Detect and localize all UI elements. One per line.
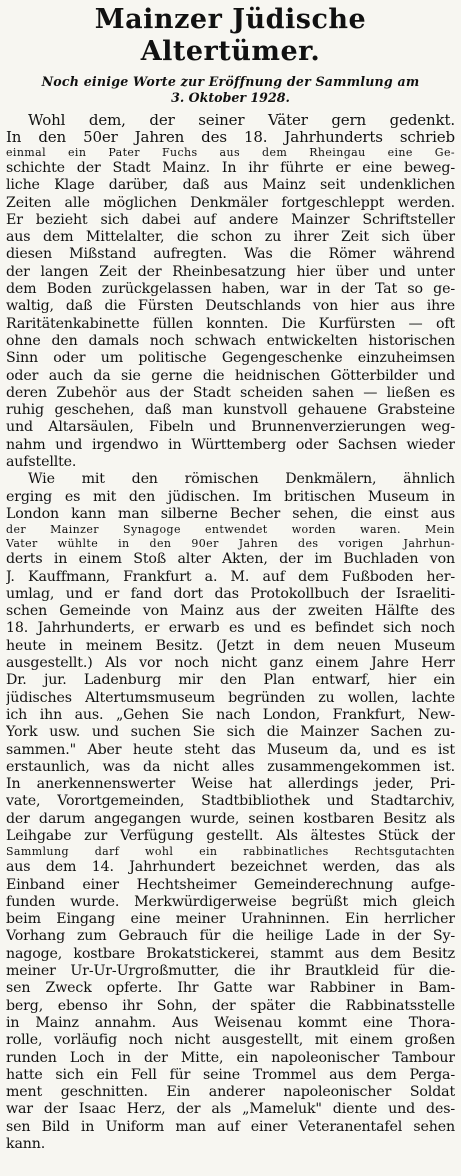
article-line: berg, ebenso ihr Sohn, der später die Rabbinatsstelle bbox=[6, 997, 455, 1014]
article-line: Leihgabe zur Verfügung gestellt. Als ältestes Stück der bbox=[6, 827, 455, 844]
article-line: funden wurde. Merkwürdigerweise begrüßt mich gleich bbox=[6, 893, 455, 910]
newspaper-clipping bbox=[0, 4, 461, 1176]
article-line: Wie mit den römischen Denkmälern, ähnlich bbox=[28, 471, 455, 488]
article-line: Sinn oder um politische Gegengeschenke einzuheimsen bbox=[6, 350, 455, 367]
article-line: einmal ein Pater Fuchs aus dem Rheingau eine Ge- bbox=[6, 146, 455, 159]
article-line: der Mainzer Synagoge entwendet worden waren. Mein bbox=[6, 523, 455, 537]
article-line: runden Loch in der Mitte, ein napoleonischer Tambour bbox=[6, 1049, 455, 1066]
article-title: Mainzer Jüdische Altertümer. bbox=[94, 4, 367, 67]
article-line: nahm und irgendwo in Württemberg oder Sachsen wieder bbox=[6, 436, 455, 453]
article-line: In anerkennenswerter Weise hat allerdings jeder, Pri- bbox=[6, 776, 455, 793]
article-line: aufstellte. bbox=[6, 454, 77, 471]
article-line: liche Klage darüber, daß aus Mainz seit undenklichen bbox=[6, 177, 455, 194]
article-line: Raritätenkabinette füllen konnten. Die Kurfürsten — oft bbox=[6, 315, 455, 332]
article-line: ausgestellt.) Als vor noch nicht ganz einem Jahre Herr bbox=[6, 655, 455, 672]
article-line: und Altarsäulen, Fibeln und Brunnenverzierungen weg- bbox=[6, 419, 455, 436]
article-line: ment geschnitten. Ein anderer napoleonischer Soldat bbox=[6, 1084, 455, 1101]
article-line: Er bezieht sich dabei auf andere Mainzer Schriftsteller bbox=[6, 211, 455, 228]
article-line: rolle, vorläufig noch nicht ausgestellt, mit einem großen bbox=[6, 1032, 455, 1049]
article-line: London kann man silberne Becher sehen, die einst aus bbox=[6, 505, 455, 522]
article-subtitle: Noch einige Worte zur Eröffnung der Sammlung am bbox=[41, 74, 420, 89]
article-line: umlag, und er fand dort das Protokollbuch der Israeliti- bbox=[6, 585, 455, 602]
article-line: Sammlung darf wohl ein rabbinatliches Rechtsgutachten bbox=[6, 845, 455, 859]
article-line: hatte sich ein Fell für seine Trommel aus dem Perga- bbox=[6, 1066, 455, 1083]
article-line: sammen." Aber heute steht das Museum da, und es ist bbox=[6, 741, 455, 758]
article-line: Vater wühlte in den 90er Jahren des vorigen Jahrhun- bbox=[6, 537, 455, 551]
article-line: In den 50er Jahren des 18. Jahrhunderts schrieb bbox=[6, 129, 455, 146]
article-line: 18. Jahrhunderts, er erwarb es und es befindet sich noch bbox=[6, 620, 455, 637]
article-line: York usw. und suchen Sie sich die Mainzer Sachen zu- bbox=[6, 724, 455, 741]
article-line: der langen Zeit der Rheinbesatzung hier über und unter bbox=[6, 263, 455, 280]
article-line: sen Bild in Uniform man auf einer Veteranentafel sehen bbox=[6, 1118, 455, 1135]
article-line: Vorhang zum Gebrauch für die heilige Lade in der Sy- bbox=[6, 928, 455, 945]
article-line: kann. bbox=[6, 1136, 46, 1153]
article-line: jüdisches Altertumsmuseum begründen zu wollen, lachte bbox=[6, 689, 455, 706]
article-line: aus dem Mittelalter, die schon zu ihrer Zeit sich über bbox=[6, 229, 455, 246]
article-body bbox=[6, 112, 455, 1153]
article-line: dem Boden zurückgelassen haben, war in der Tat so ge- bbox=[6, 281, 455, 298]
article-line: der darum angegangen wurde, seinen kostbaren Besitz als bbox=[6, 810, 455, 827]
article-date: 3. Oktober 1928. bbox=[171, 90, 290, 105]
article-line: Zeiten alle möglichen Denkmäler fortgeschleppt werden. bbox=[6, 194, 455, 211]
article-line: nagoge, kostbare Brokatstickerei, stammt aus dem Besitz bbox=[6, 945, 455, 962]
article-line: deren Zubehör aus der Stadt scheiden sahen — ließen es bbox=[6, 384, 455, 401]
article-line: Dr. jur. Ladenburg mir den Plan entwarf, hier ein bbox=[6, 672, 455, 689]
article-line: in Mainz annahm. Aus Weisenau kommt eine Thora- bbox=[6, 1014, 455, 1031]
article-line: beim Eingang eine meiner Urahninnen. Ein herrlicher bbox=[6, 911, 455, 928]
article-line: derts in einem Stoß alter Akten, der im Buchladen von bbox=[6, 551, 455, 568]
article-line: waltig, daß die Fürsten Deutschlands von hier aus ihre bbox=[6, 298, 455, 315]
article-line: sen Zweck opferte. Ihr Gatte war Rabbiner in Bam- bbox=[6, 980, 455, 997]
article-line: ohne den damals noch schwach entwickelten historischen bbox=[6, 332, 455, 349]
article-line: ruhig geschehen, daß man kunstvoll gehauene Grabsteine bbox=[6, 402, 455, 419]
article-line: Einband einer Hechtsheimer Gemeinderechnung aufge- bbox=[6, 876, 455, 893]
article-line: ich ihn aus. „Gehen Sie nach London, Frankfurt, New- bbox=[6, 706, 455, 723]
article-line: erging es mit den jüdischen. Im britischen Museum in bbox=[6, 488, 455, 505]
article-line: meiner Ur-Ur-Urgroßmutter, die ihr Brautkleid für die- bbox=[6, 963, 455, 980]
article-line: war der Isaac Herz, der als „Mameluk" diente und des- bbox=[6, 1101, 455, 1118]
article-line: schichte der Stadt Mainz. In ihr führte er eine beweg- bbox=[6, 160, 455, 176]
article-line: diesen Mißstand aufregten. Was die Römer während bbox=[6, 246, 455, 263]
article-line: erstaunlich, was da nicht alles zusammengekommen ist. bbox=[6, 758, 455, 775]
article-line: heute in meinem Besitz. (Jetzt in dem neuen Museum bbox=[6, 637, 455, 654]
article-line: vate, Vorortgemeinden, Stadtbibliothek und Stadtarchiv, bbox=[6, 793, 455, 810]
article-line: Wohl dem, der seiner Väter gern gedenkt. bbox=[28, 112, 455, 129]
article-line: aus dem 14. Jahrhundert bezeichnet werden, das als bbox=[6, 859, 455, 876]
article-line: schen Gemeinde von Mainz aus der zweiten Hälfte des bbox=[6, 603, 455, 620]
article-line: oder auch da sie gerne die heidnischen Götterbilder und bbox=[6, 367, 455, 384]
article-line: J. Kauffmann, Frankfurt a. M. auf dem Fußboden her- bbox=[6, 568, 455, 585]
